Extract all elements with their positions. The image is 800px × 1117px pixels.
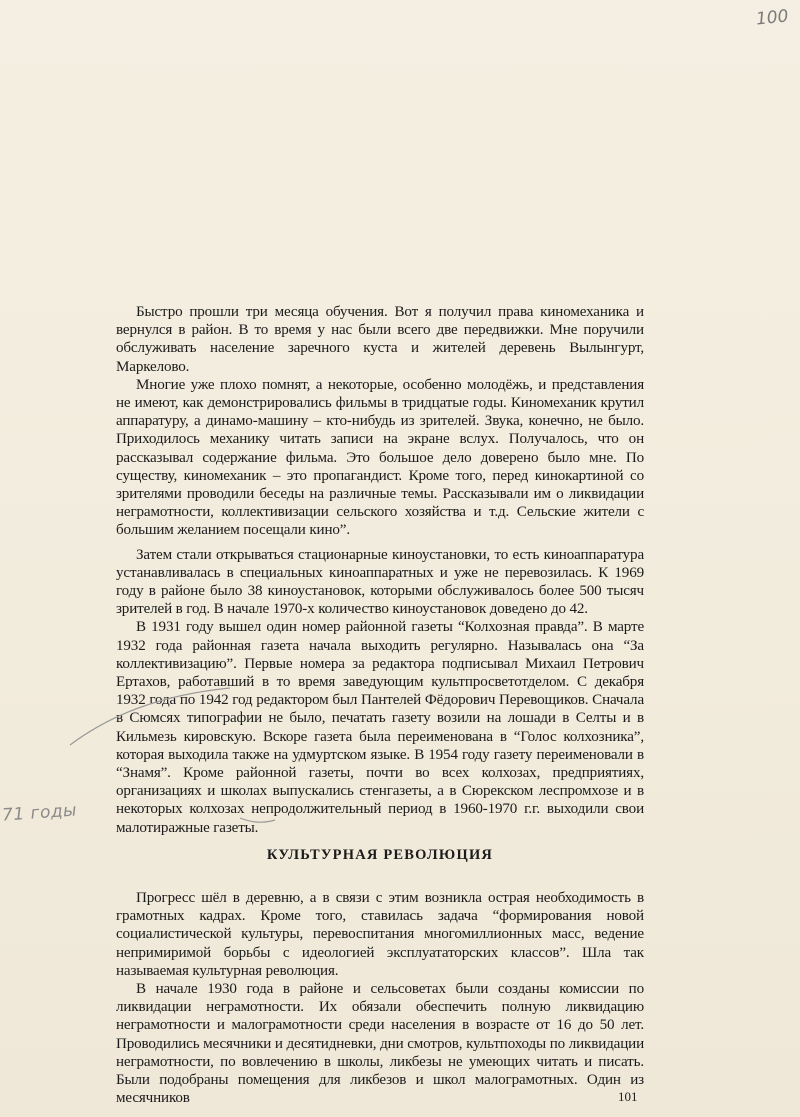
page-number: 101 xyxy=(618,1089,638,1104)
paragraph: В 1931 году вышел один номер районной газеты “Колхозная правда”. В марте 1932 года районная газета начала выходить регулярно. Называлась она “За коллективизацию”. Первые номера за редактора подписывал Михаил Петрович Ертахов, работавший в то время заведующим культпросветотделом. С декабря 1932 года по 1942 год редактором был Пантелей Фёдорович Перевощиков. Сначала в Сюмсях типографии не было, печатать газету возили на лошади в Селты и в Кильмезь кировскую. Вскоре газета была переименована в “Голос колхозника”, которая выходила также на удмуртском языке. В 1954 году газету переименовали в “Знамя”. Кроме районной газеты, почти во всех колхозах, предприятиях, организациях и школах выпускались стенгазеты, а в Сюрекском леспромхозе и в некоторых колхозах непродолжительный период в 1960-1970 г.г. выходили свои малотиражные газеты. xyxy=(116,619,644,836)
section-heading: КУЛЬТУРНАЯ РЕВОЛЮЦИЯ xyxy=(266,847,494,863)
paragraph: Прогресс шёл в деревню, а в связи с этим возникла острая необходимость в грамотных кадрах. Кроме того, ставилась задача “формирования новой социалистической культуры, перевоспитания многомиллионных масс, ведение непримиримой борьбы с идеологией эксплуататорских классов”. Шла так называемая культурная революция. xyxy=(116,890,644,979)
paragraph: Многие уже плохо помнят, а некоторые, особенно молодёжь, и представления не имеют, как демонстрировались фильмы в тридцатые годы. Киномеханик крутил аппаратуру, а динамо-машину – кто-нибудь из зрителей. Звука, конечно, не было. Приходилось механику читать записи на экране вслух. Получалось, что он рассказывал содержание фильма. Это большое дело доверено было мне. По существу, киномеханик – это пропагандист. Кроме того, перед кинокартиной со зрителями проводили беседы на различные темы. Рассказывали им о ликвидации неграмотности, коллективизации сельского хозяйства и т.д. Сельские жители с большим желанием посещали кино”. xyxy=(116,376,644,539)
handwritten-page-note: 100 xyxy=(755,6,790,30)
paragraph: Затем стали открываться стационарные киноустановки, то есть киноаппаратура устанавливалась в специальных киноаппаратных и уже не перевозилась. К 1969 году в районе было 38 киноустановок, которыми обслуживалось более 500 тысяч зрителей в год. В начале 1970-х количество киноустановок доведено до 42. xyxy=(116,546,644,618)
handwritten-margin-note: 71 годы xyxy=(1,800,78,826)
paragraph: Быстро прошли три месяца обучения. Вот я получил права киномеханика и вернулся в район. В то время у нас были всего две передвижки. Мне поручили обслуживать население заречного куста и жителей деревень Вылынгурт, Маркелово. xyxy=(116,304,644,375)
paragraph: В начале 1930 года в районе и сельсоветах были созданы комиссии по ликвидации неграмотности. Их обязали обеспечить полную ликвидацию неграмотности и малограмотности среди населения в возрасте от 16 до 50 лет. Проводились месячники и десятидневки, дни смотров, культпоходы по ликвидации неграмотности, по вовлечению в школы, ликбезы не умеющих читать и писать. Были подобраны помещения для ликбезов и школ малограмотных. Один из месячников xyxy=(116,981,644,1107)
body-text-section-1 xyxy=(116,303,644,837)
body-text-section-2 xyxy=(116,889,644,1107)
